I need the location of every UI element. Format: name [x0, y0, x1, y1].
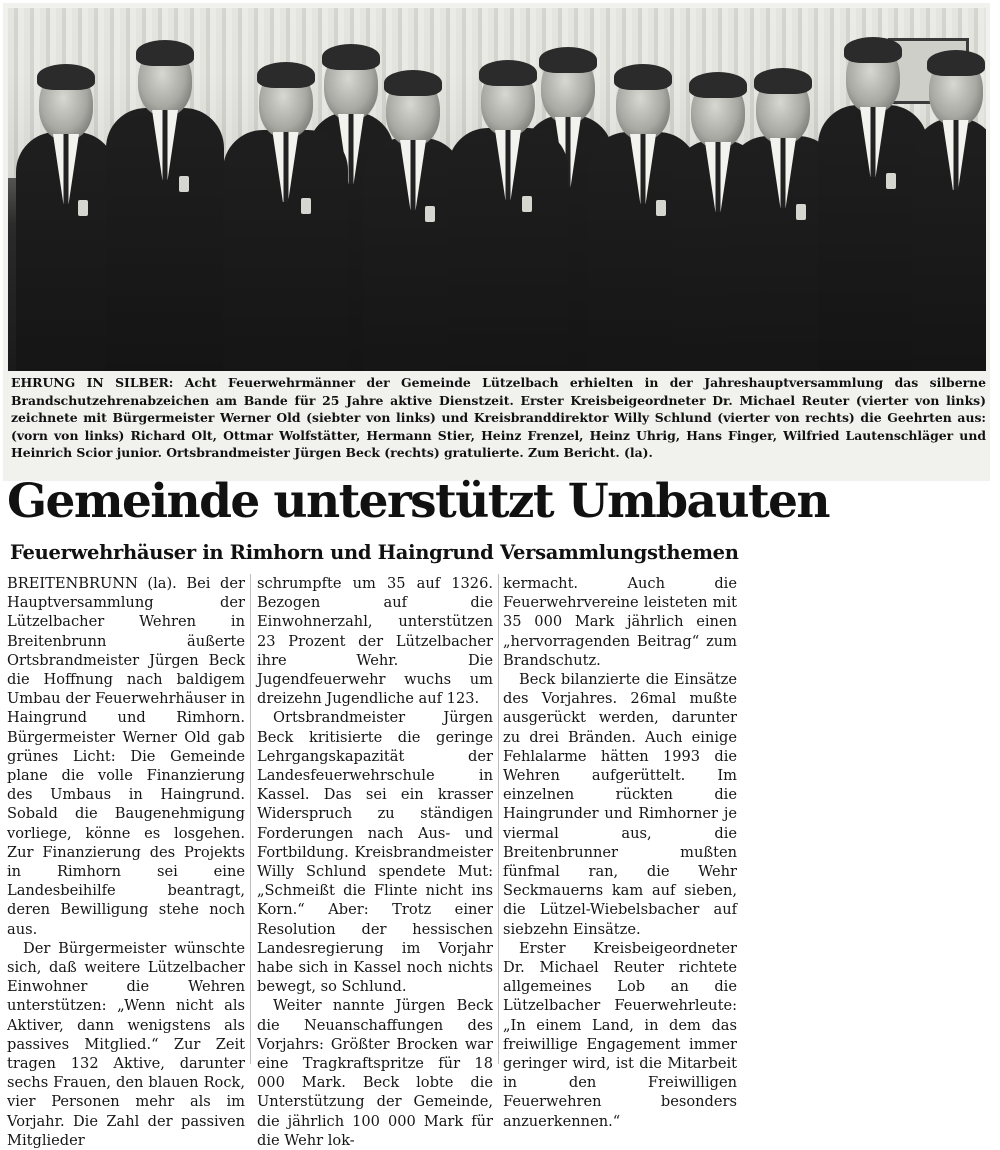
paragraph: Weiter nannte Jürgen Beck die Neuanschaffungen des Vorjahrs: Größter Brocken war eine Tragkraftspritze für 18 000 Mark. Beck lobte die Unterstützung der Gemeinde, die jährlich 100 000 Mark für die Wehr lok- — [257, 997, 493, 1149]
article-column-3 — [503, 574, 737, 1131]
article-subhead: Feuerwehrhäuser in Rimhorn und Haingrund Versammlungsthemen — [10, 541, 739, 564]
paragraph: kermacht. Auch die Feuerwehrvereine leisteten mit 35 000 Mark jährlich einen „hervorragenden Beitrag“ zum Brandschutz. — [503, 575, 737, 669]
article-column-1 — [7, 574, 245, 1150]
paragraph: Beck bilanzierte die Einsätze des Vorjahres. 26mal mußte ausgerückt werden, darunter zu drei Bränden. Auch einige Fehlalarme hätten 1993 die Wehren aufgerüttelt. Im einzelnen rückten die Haingrunder und Rimhorner je viermal aus, die Breitenbrunner mußten fünfmal ran, die Wehr Seckmauerns kam auf sieben, die Lützel-Wiebelsbacher auf siebzehn Einsätze. — [503, 671, 737, 938]
news-clipping-photo-block — [3, 3, 990, 481]
article-headline: Gemeinde unterstützt Umbauten — [7, 474, 829, 529]
photo-caption — [11, 374, 986, 462]
caption-lead: EHRUNG IN SILBER: — [11, 375, 174, 390]
paragraph: Ortsbrandmeister Jürgen Beck kritisierte die geringe Lehrgangskapazität der Landesfeuerwehrschule in Kassel. Das sei ein krasser Widerspruch zu ständigen Forderungen nach Aus- und Fortbildung. Kreisbrandmeister Willy Schlund spendete Mut: „Schmeißt die Flinte nicht ins Korn.“ Aber: Trotz einer Resolution der hessischen Landesregierung im Vorjahr habe sich in Kassel noch nichts bewegt, so Schlund. — [257, 709, 493, 996]
column-divider — [250, 574, 251, 1064]
paragraph: schrumpfte um 35 auf 1326. Bezogen auf die Einwohnerzahl, unterstützen 23 Prozent der Lützelbacher ihre Wehr. Die Jugendfeuerwehr wuchs um dreizehn Jugendliche auf 123. — [257, 575, 493, 708]
article-column-2 — [257, 574, 493, 1150]
group-photo — [8, 8, 986, 371]
caption-text: Acht Feuerwehrmänner der Gemeinde Lützelbach erhielten in der Jahreshauptversammlung das silberne Brandschutzehrenabzeichen am Bande für 25 Jahre aktive Dienstzeit. Erster Kreisbeigeordneter Dr. Michael Reuter (vierter von links) zeichnete mit Bürgermeister Werner Old (siebter von links) und Kreisbranddirektor Willy Schlund (vierter von rechts) die Geehrten aus: (vorn von links) Richard Olt, Ottmar Wolfstätter, Hermann Stier, Heinz Frenzel, Heinz Uhrig, Hans Finger, Wilfried Lautenschläger und Heinrich Scior junior. Ortsbrandmeister Jürgen Beck (rechts) gratulierte. Zum Bericht. — [11, 375, 986, 461]
paragraph: Der Bürgermeister wünschte sich, daß weitere Lützelbacher Einwohner die Wehren unterstützen: „Wenn nicht als Aktiver, dann wenigstens als passives Mitglied.“ Zur Zeit tragen 132 Aktive, darunter sechs Frauen, den blauen Rock, vier Personen mehr als im Vorjahr. Die Zahl der passiven Mitglieder — [7, 939, 245, 1149]
paragraph: BREITENBRUNN (la). Bei der Hauptversammlung der Lützelbacher Wehren in Breitenbrunn äußerte Ortsbrandmeister Jürgen Beck die Hoffnung nach baldigem Umbau der Feuerwehrhäuser in Haingrund und Rimhorn. Bürgermeister Werner Old gab grünes Licht: Die Gemeinde plane die volle Finanzierung des Umbaus in Haingrund. Sobald die Baugenehmigung vorliege, könne es losgehen. Zur Finanzierung des Projekts in Rimhorn sei eine Landesbeihilfe beantragt, deren Bewilligung stehe noch aus. — [7, 575, 245, 938]
column-divider — [498, 574, 499, 1064]
paragraph: Erster Kreisbeigeordneter Dr. Michael Reuter richtete allgemeines Lob an die Lützelbacher Feuerwehrleute: „In einem Land, in dem das freiwillige Engagement immer geringer wird, ist die Mitarbeit in den Freiwilligen Feuerwehren besonders anzuerkennen.“ — [503, 939, 737, 1130]
caption-credit: (la). — [624, 445, 653, 461]
